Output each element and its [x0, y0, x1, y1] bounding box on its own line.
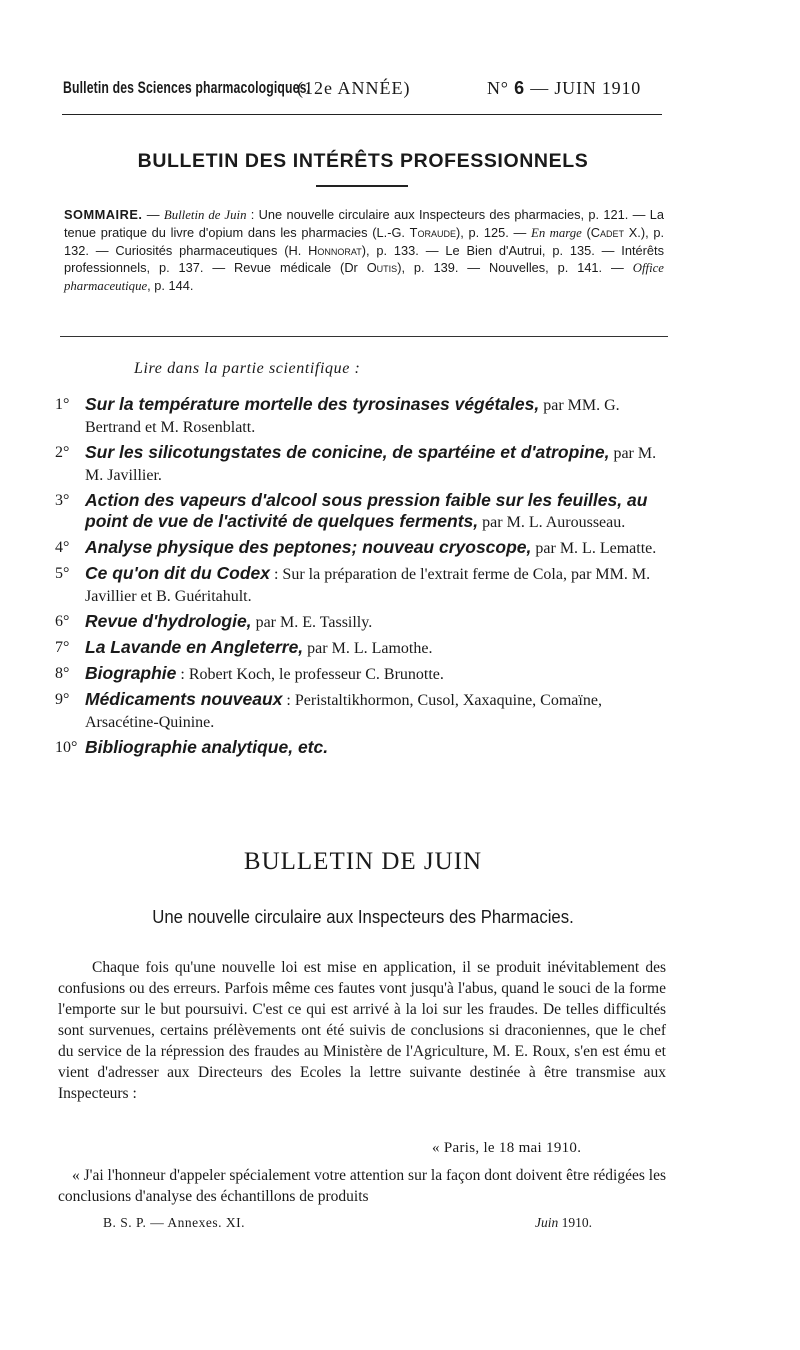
item-title: Ce qu'on dit du Codex: [85, 563, 270, 583]
item-number: 6°: [55, 613, 70, 630]
issue-date: — JUIN 1910: [530, 78, 642, 98]
list-item: [55, 611, 670, 633]
title-rule: [316, 185, 408, 187]
list-item: [55, 442, 670, 486]
item-number: 3°: [55, 492, 70, 509]
item-authors: : Robert Koch, le professeur C. Brunotte.: [176, 666, 444, 683]
contents-list: [55, 394, 670, 763]
footer-month: Juin: [535, 1215, 559, 1230]
summary-text: ), p. 125. —: [456, 225, 532, 240]
item-title: Médicaments nouveaux: [85, 689, 283, 709]
article-body: [58, 957, 666, 1104]
list-item: [55, 537, 670, 559]
list-item: [55, 490, 670, 533]
footer-date: [535, 1215, 592, 1231]
summary-italic: Office pharmaceutique: [64, 261, 664, 293]
item-title: La Lavande en Angleterre,: [85, 637, 304, 657]
item-number: 4°: [55, 539, 70, 556]
summary-author: Toraude: [409, 225, 456, 240]
footer-signature: B. S. P. — Annexes. XI.: [103, 1215, 246, 1230]
item-title: Revue d'hydrologie,: [85, 611, 252, 631]
item-number: 1°: [55, 396, 70, 413]
summary-text: (: [581, 225, 591, 240]
letter-dateline: « Paris, le 18 mai 1910.: [432, 1140, 582, 1156]
item-title: Sur la température mortelle des tyrosinases végétales,: [85, 394, 540, 414]
item-title: Bibliographie analytique, etc.: [85, 737, 329, 757]
journal-year: (12e ANNÉE): [297, 78, 411, 98]
summary-rule: [60, 336, 668, 337]
item-authors: par M. M. Javillier.: [85, 445, 657, 484]
item-title: Biographie: [85, 663, 177, 683]
item-title: Action des vapeurs d'alcool sous pression faible sur les feuilles, au point de vue de l'activité de quelques ferments,: [85, 490, 648, 531]
list-item: [55, 663, 670, 685]
item-authors: : Sur la préparation de l'extrait ferme de Cola, par MM. M. Javillier et B. Guéritahult.: [85, 566, 651, 605]
letter-quote: [58, 1165, 666, 1207]
header-rule: [62, 114, 662, 115]
item-authors: : Peristaltikhormon, Cusol, Xaxaquine, Comaïne, Arsacétine-Quinine.: [85, 692, 602, 731]
summary-text: ), p. 139. — Nouvelles, p. 141. —: [397, 260, 633, 275]
item-number: 8°: [55, 665, 70, 682]
item-authors: par M. L. Lematte.: [531, 540, 657, 557]
list-item: [55, 394, 670, 438]
list-item: [55, 563, 670, 607]
summary-text: : Une nouvelle circulaire aux Inspecteurs des pharmacies, p. 121. — La tenue pratique du livre d'opium dans les pharmacies (L.-G.: [64, 207, 664, 240]
item-number: 10°: [55, 739, 78, 756]
summary-author: Outis: [366, 260, 398, 275]
item-number: 5°: [55, 565, 70, 582]
list-item: [55, 637, 670, 659]
issue-number: 6: [514, 78, 525, 98]
article-title: Une nouvelle circulaire aux Inspecteurs des Pharmacies.: [152, 907, 574, 927]
summary-lead: SOMMAIRE.: [64, 207, 143, 222]
footer-year: 1910.: [561, 1215, 592, 1230]
item-title: Analyse physique des peptones; nouveau cryoscope,: [85, 537, 532, 557]
item-authors: par M. E. Tassilly.: [251, 614, 373, 631]
page-title: BULLETIN DES INTÉRÊTS PROFESSIONNELS: [137, 150, 589, 172]
journal-title: Bulletin des Sciences pharmacologiques.: [63, 78, 311, 97]
item-authors: par M. L. Aurousseau.: [478, 514, 626, 531]
summary-text: —: [142, 207, 164, 222]
summary-italic: En marge: [531, 226, 582, 240]
item-authors: par MM. G. Bertrand et M. Rosenblatt.: [85, 397, 620, 436]
issue-prefix: N°: [487, 78, 509, 98]
item-title: Sur les silicotungstates de conicine, de spartéine et d'atropine,: [85, 442, 610, 462]
summary-text: ), p. 132. — Curiosités pharmaceutiques (H.: [64, 225, 665, 258]
list-item: [55, 737, 670, 759]
body-paragraph: Chaque fois qu'une nouvelle loi est mise en application, il se produit inévitablement des confusions ou des erreurs. Parfois même ces fautes vont jusqu'à l'abus, quand le souci de la forme l'emporte sur le but poursuivi. C'est ce qui est arrivé à la loi sur les fraudes. De telles difficultés sont survenues, certains prélèvements ont été suivis de conclusions si draconiennes, que le chef du service de la répression des fraudes au Ministère de l'Agriculture, M. E. Roux, s'en est ému et vient d'adresser aux Directeurs des Ecoles la lettre suivante destinée à être transmise aux Inspecteurs :: [58, 959, 666, 1102]
summary: [64, 206, 664, 295]
summary-author: Cadet X.: [590, 225, 641, 240]
summary-text: , p. 144.: [147, 278, 194, 293]
item-number: 9°: [55, 691, 70, 708]
list-item: [55, 689, 670, 733]
item-authors: par M. L. Lamothe.: [303, 640, 433, 657]
item-number: 7°: [55, 639, 70, 656]
summary-italic: Bulletin de Juin: [163, 208, 247, 222]
summary-text: ), p. 133. — Le Bien d'Autrui, p. 135. — Intérêts professionnels, p. 137. — Revue médicale (Dr: [64, 243, 664, 275]
issue-info: [487, 78, 641, 99]
item-number: 2°: [55, 444, 70, 461]
scientific-part-heading: Lire dans la partie scientifique :: [134, 360, 361, 377]
summary-author: Honnorat: [308, 243, 362, 258]
section-title: BULLETIN DE JUIN: [243, 848, 483, 875]
quote-paragraph: « J'ai l'honneur d'appeler spécialement votre attention sur la façon dont doivent être rédigées les conclusions d'analyse des échantillons de produits: [58, 1167, 666, 1205]
